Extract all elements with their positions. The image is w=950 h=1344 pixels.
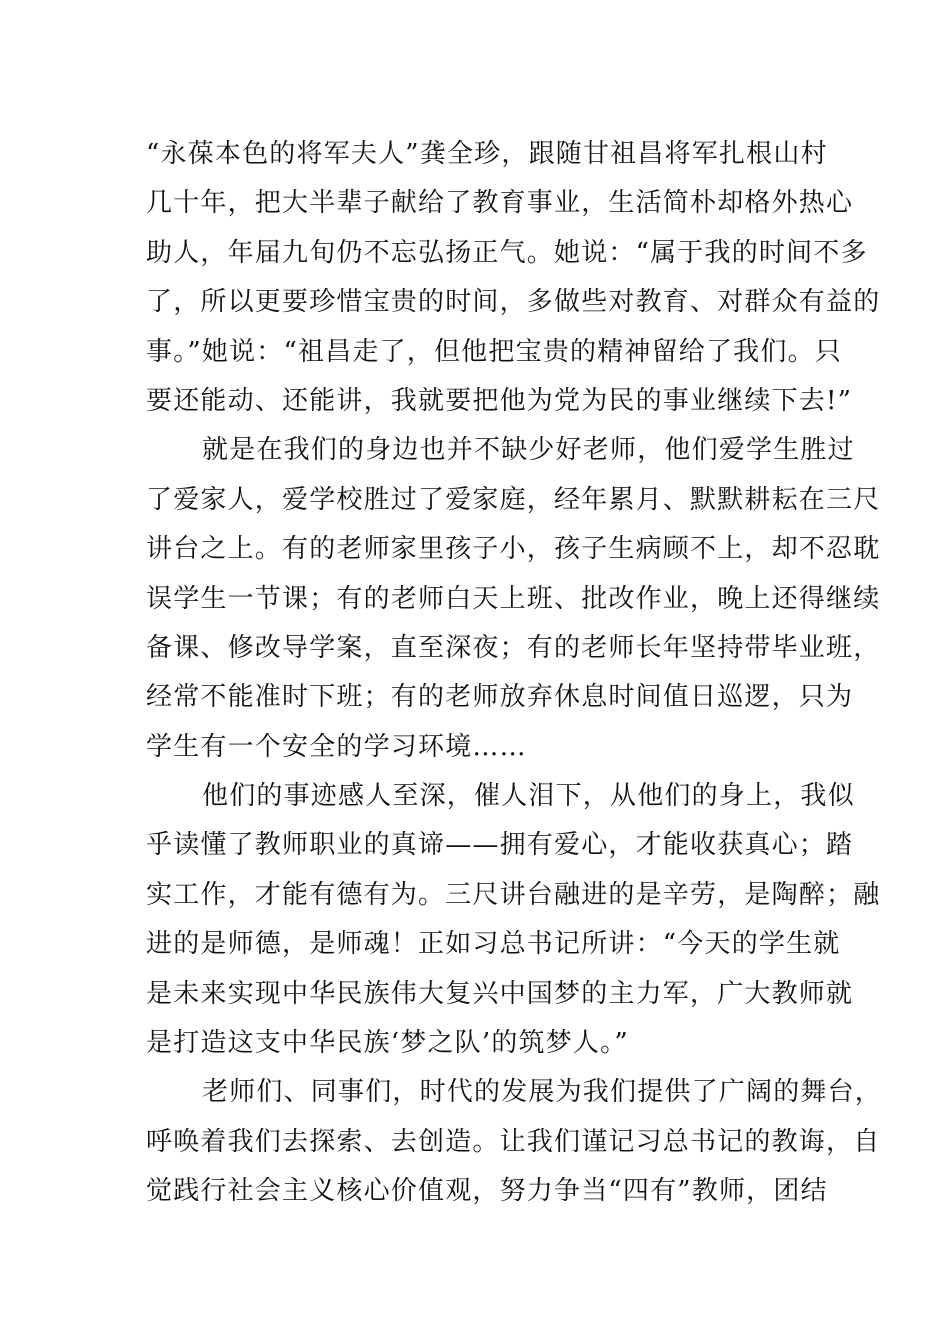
text-line: 误学生一节课；有的老师白天上班、批改作业，晚上还得继续 [146,583,881,614]
text-line: “永葆本色的将军夫人”龚全珍，跟随甘祖昌将军扎根山村 [146,139,828,169]
text-line: 乎读懂了教师职业的真谛——拥有爱心，才能收获真心；踏 [146,830,854,861]
text-line: 是未来实现中华民族伟大复兴中国梦的主力军，广大教师就 [146,978,854,1009]
text-line: 事。”她说：“祖昌走了，但他把宝贵的精神留给了我们。只 [146,336,842,367]
text-line: 觉践行社会主义核心价值观，努力争当“四有”教师，团结 [146,1176,828,1207]
text-line: 学生有一个安全的学习环境…… [146,731,527,762]
paragraph-first-line: 就是在我们的身边也并不缺少好老师，他们爱学生胜过 [202,435,855,466]
text-line: 实工作，才能有德有为。三尺讲台融进的是辛劳，是陶醉；融 [146,879,881,910]
text-line: 进的是师德，是师魂！正如习总书记所讲：“今天的学生就 [146,929,841,960]
text-line: 了爱家人，爱学校胜过了爱家庭，经年累月、默默耕耘在三尺 [146,484,881,515]
text-line: 要还能动、还能讲，我就要把他为党为民的事业继续下去!” [146,385,853,416]
text-line: 了，所以更要珍惜宝贵的时间，多做些对教育、对群众有益的 [146,287,881,318]
text-line: 是打造这支中华民族‘梦之队’的筑梦人。” [146,1028,629,1059]
paragraph-first-line: 老师们、同事们，时代的发展为我们提供了广阔的舞台， [202,1077,883,1108]
paragraph-first-line: 他们的事迹感人至深，催人泪下，从他们的身上，我似 [202,781,855,812]
text-line: 备课、修改导学案，直至深夜；有的老师长年坚持带毕业班， [146,632,881,663]
text-line: 助人，年届九旬仍不忘弘扬正气。她说：“属于我的时间不多 [146,237,868,268]
text-line: 讲台之上。有的老师家里孩子小，孩子生病顾不上，却不忍耽 [146,534,881,565]
text-line: 几十年，把大半辈子献给了教育事业，生活简朴却格外热心 [146,188,854,219]
text-line: 呼唤着我们去探索、去创造。让我们谨记习总书记的教诲，自 [146,1126,881,1157]
text-line: 经常不能准时下班；有的老师放弃休息时间值日巡逻，只为 [146,682,854,713]
document-body [146,130,883,1217]
